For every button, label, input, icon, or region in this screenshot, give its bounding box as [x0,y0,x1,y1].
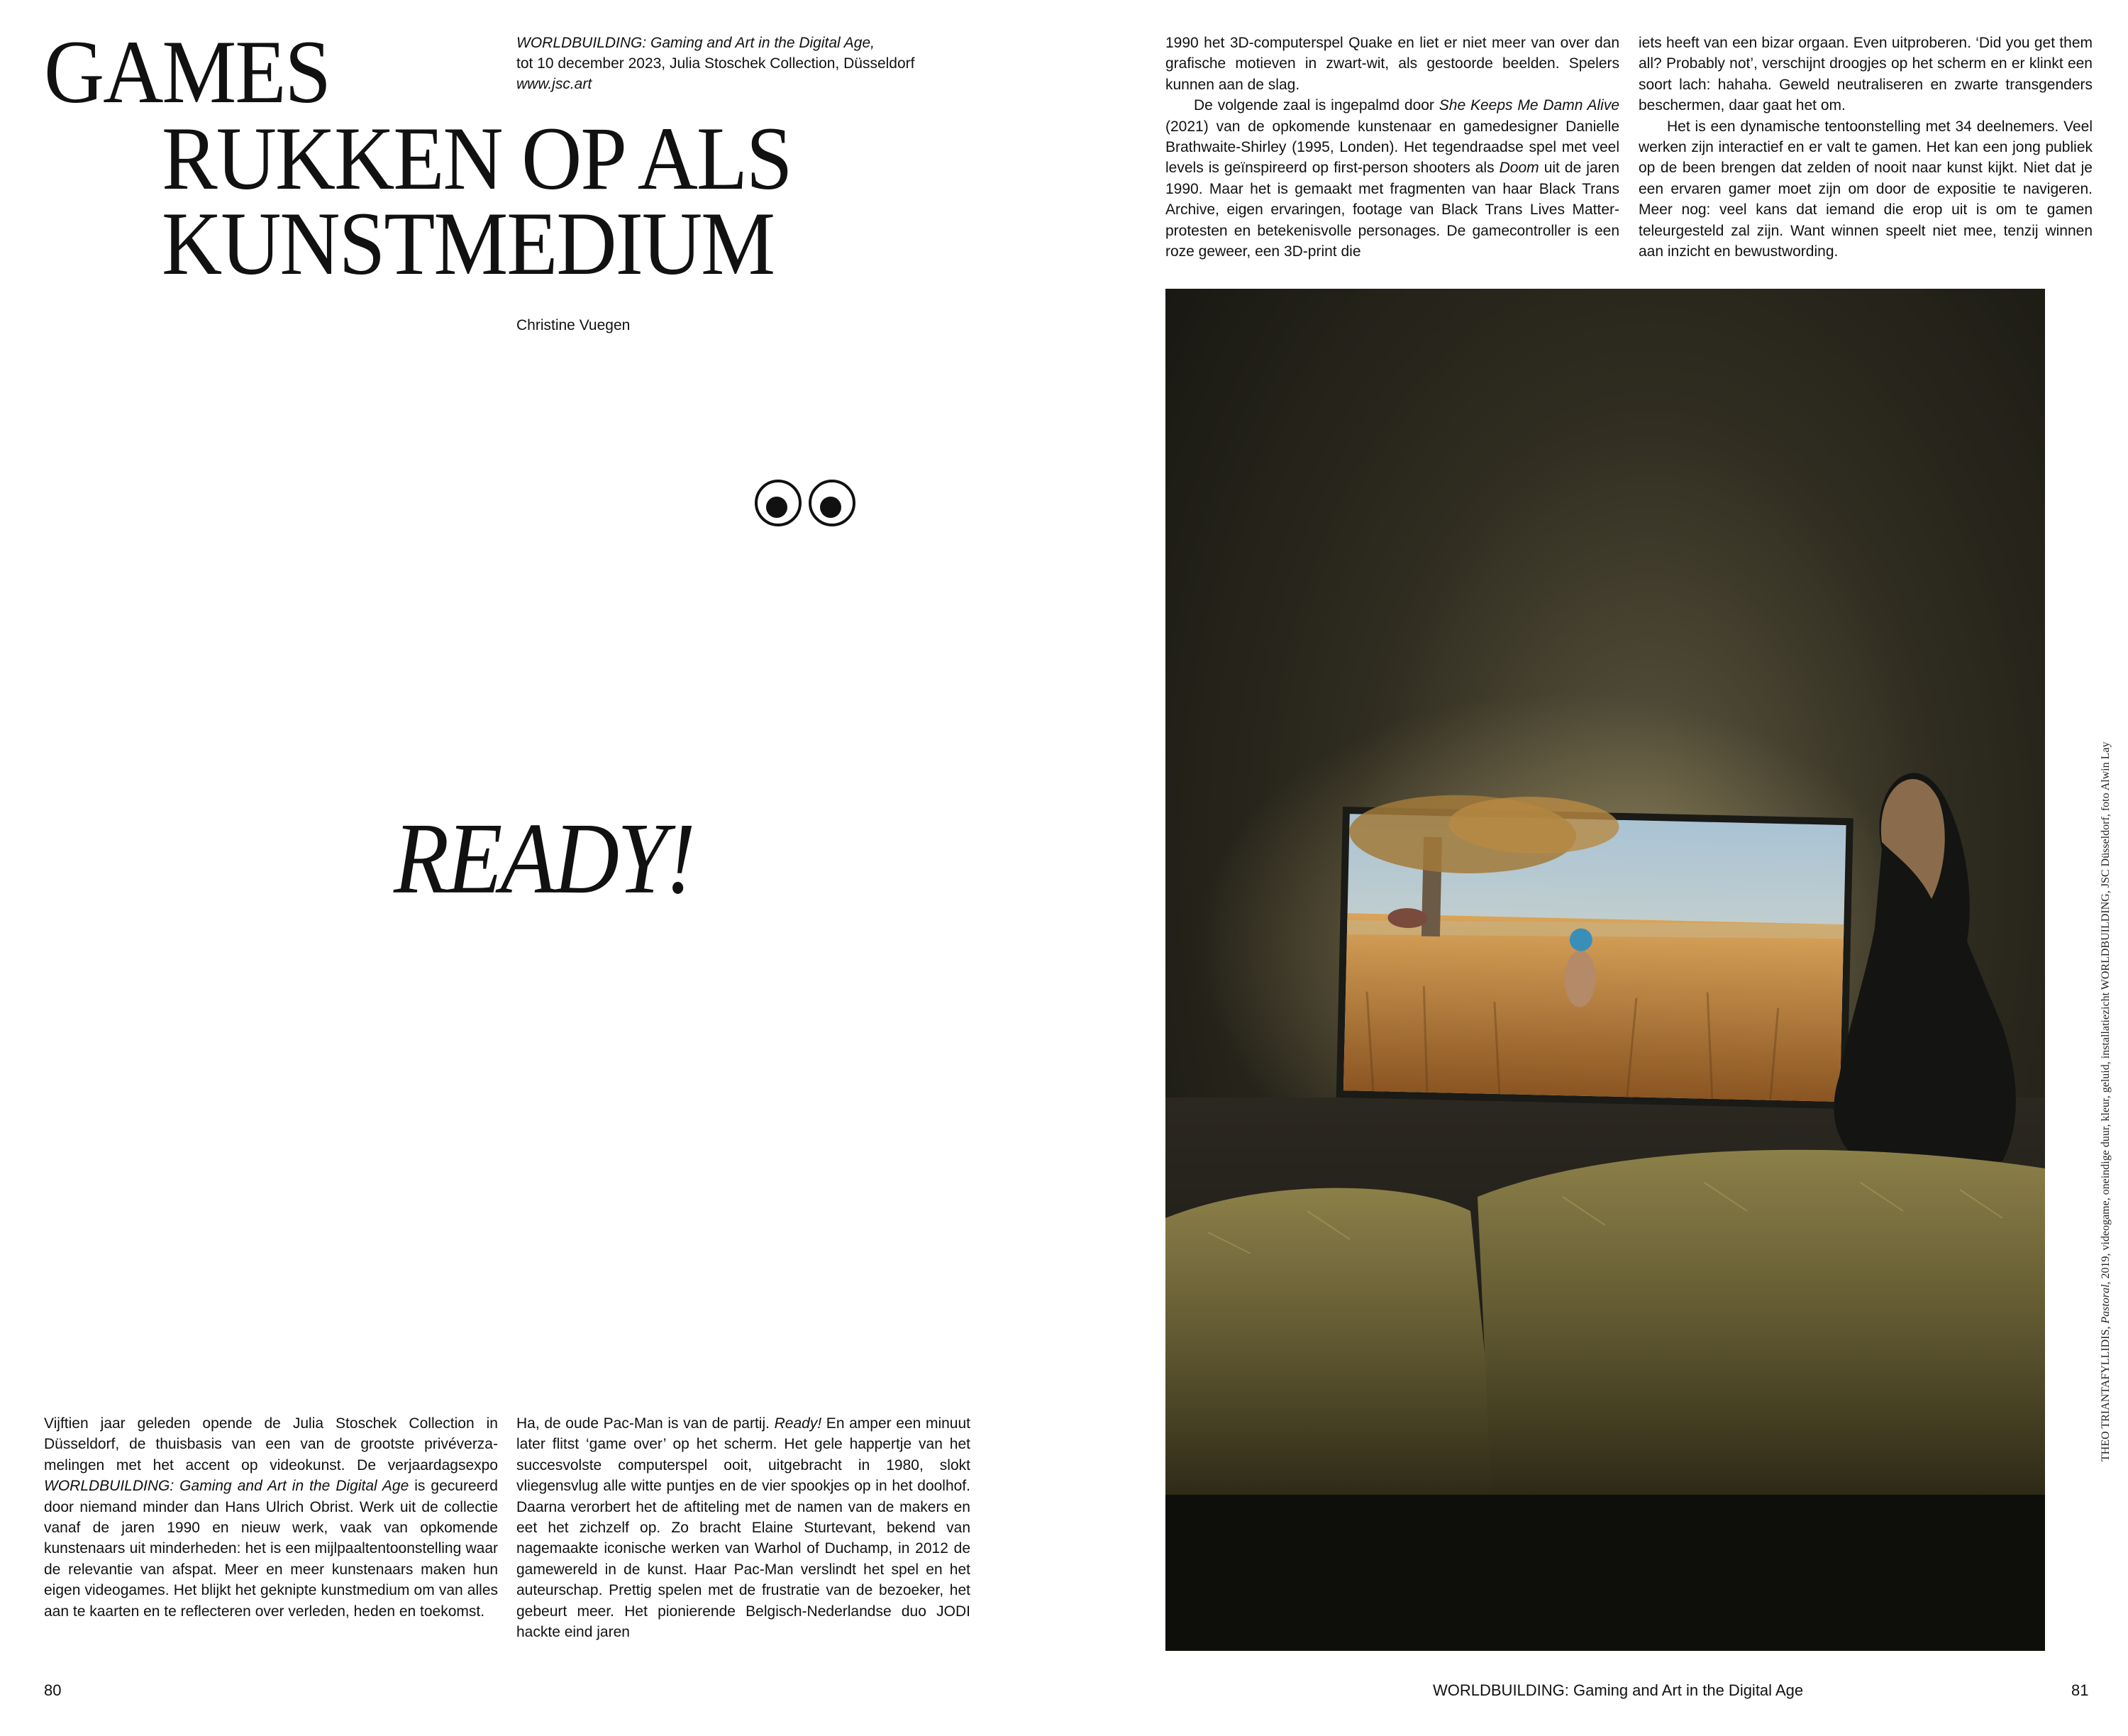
exhibition-dates-venue: tot 10 december 2023, Julia Stoschek Collection, Düsseldorf [516,55,915,72]
right-page-column-1 [1165,33,1619,262]
photo-credit-caption [2100,742,2112,1462]
left-page-column-2 [516,1413,970,1642]
col-text: Ha, de oude Pac-Man is van de partij. [516,1415,775,1432]
col-text: En amper een minuut later flitst ‘game over’ op het scherm. Het gele happertje van het succesvolste computerspel ooit, uitgebracht in 1980, slokt vliegensvlug alle witte puntjes en de vier spookjes op in het doolhof. Daarna verorbert het de aftiteling met de namen van de makers en eet het zichzelf op. Zo bracht Elaine Sturtevant, bekend van nagemaakte iconische werken van Warhol of Duchamp, in 2012 de gamewereld in de kunst. Haar Pac-Man verslindt het spel en het auteurschap. Prettig spelen met de frustratie van de bezoeker, het gebeurt meer. Het pionierende Belgisch-Nederlandse duo JODI hackte eind jaren [516,1415,970,1641]
headline-line-1: GAMES [44,21,331,122]
page-number-left: 80 [44,1681,62,1699]
col-text-italic: Ready! [774,1415,822,1432]
headline-line-3: KUNSTMEDIUM [162,193,774,294]
right-page-column-2 [1639,33,2093,262]
page-number-right: 81 [2071,1681,2089,1699]
exhibition-title: WORLDBUILDING: Gaming and Art in the Digital Age, [516,35,875,51]
exhibition-url[interactable]: www.jsc.art [516,76,592,92]
caption-text-italic: Pastoral [2100,1284,2112,1324]
caption-text: THEO TRIANTAFYLLIDIS, [2100,1323,2112,1461]
author-byline: Christine Vuegen [516,317,631,333]
paragraph: iets heeft van een bizar orgaan. Even uitproberen. ‘Did you get them all? Probably not’, verschijnt droogjes op het scherm en er klinkt een soort lach: hahaha. Geweld neutraliseren en zwarte transgenders beschermen, daar gaat het om. [1639,35,2093,114]
col-text-italic: Doom [1499,160,1539,177]
paragraph: Het is een dynamische tentoonstelling met 34 deelnemers. Veel werken zijn interactief en er valt te gamen. Het kan een jong publiek op de been brengen dat zelden of nooit naar kunst kijkt. Niet dat je een ervaren gamer moet zijn om door de expositie te navigeren. Meer nog: veel kans dat iemand die erop uit is om te gamen teleurgesteld zal zijn. Want winnen speelt niet mee, tenzij winnen aan inzicht en bewustwording. [1639,118,2093,260]
col-text: uit de jaren 1990. Maar het is gemaakt met fragmenten van haar Black Trans Archive, eigen ervaringen, footage van Black Trans Lives Matter-protesten en betekenisvolle personages. De gamecontroller is een roze geweer, een 3D-print die [1165,160,1619,260]
left-page-column-1 [44,1413,498,1622]
exhibition-info [516,33,942,94]
running-footer: WORLDBUILDING: Gaming and Art in the Digital Age [1433,1681,1804,1699]
paragraph: 1990 het 3D-computerspel Quake en liet er niet meer van over dan grafische motieven in zwart-wit, als gestoorde beelden. Spelers kunnen aan de slag. [1165,35,1619,93]
col-text-italic: WORLDBUILDING: Gaming and Art in the Digital Age [44,1478,409,1495]
col-text: (2021) van de opkomende kunstenaar en gamedesigner Danielle Brathwaite-Shirley (1995, Londen). Het tegendraadse spel met veel levels is geïnspireerd op first-person shooters als [1165,118,1619,177]
col-text-italic: She Keeps Me Damn Alive [1439,97,1619,114]
col-text: Vijftien jaar geleden opende de Julia Stoschek Collection in Düsseldorf, de thuisbasis van een van de grootste privéverzamelingen met het accent op videokunst. De verjaardagsexpo [44,1415,498,1474]
caption-text: , 2019, videogame, oneindige duur, kleur, geluid, installatiezicht WORLDBUILDING, JSC Düsseldorf, foto Alwin Lay [2100,741,2112,1285]
installation-photo [1165,289,2045,1651]
left-eye-icon [755,480,802,526]
ready-heading: READY! [394,802,694,915]
right-eye-icon [809,480,855,526]
col-text: is gecureerd door niemand minder dan Hans Ulrich Obrist. Werk uit de collectie vanaf de jaren 1990 en nieuw werk, vaak van opkomende kunstenaars uit minderheden: het is een mijlpaaltentoonstelling waar de relevantie van afspat. Meer en meer kunstenaars maken hun eigen videogames. Het blijkt het geknipte kunstmedium om van alles aan te kaarten en te reflecteren over verleden, heden en toekomst. [44,1478,498,1620]
headline-line-2: RUKKEN OP ALS [162,108,792,209]
paragraph [1165,95,1619,262]
installation-photo-illustration [1165,289,2045,1651]
col-text: De volgende zaal is ingepalmd door [1194,97,1439,114]
googly-eyes-icon [755,480,855,526]
